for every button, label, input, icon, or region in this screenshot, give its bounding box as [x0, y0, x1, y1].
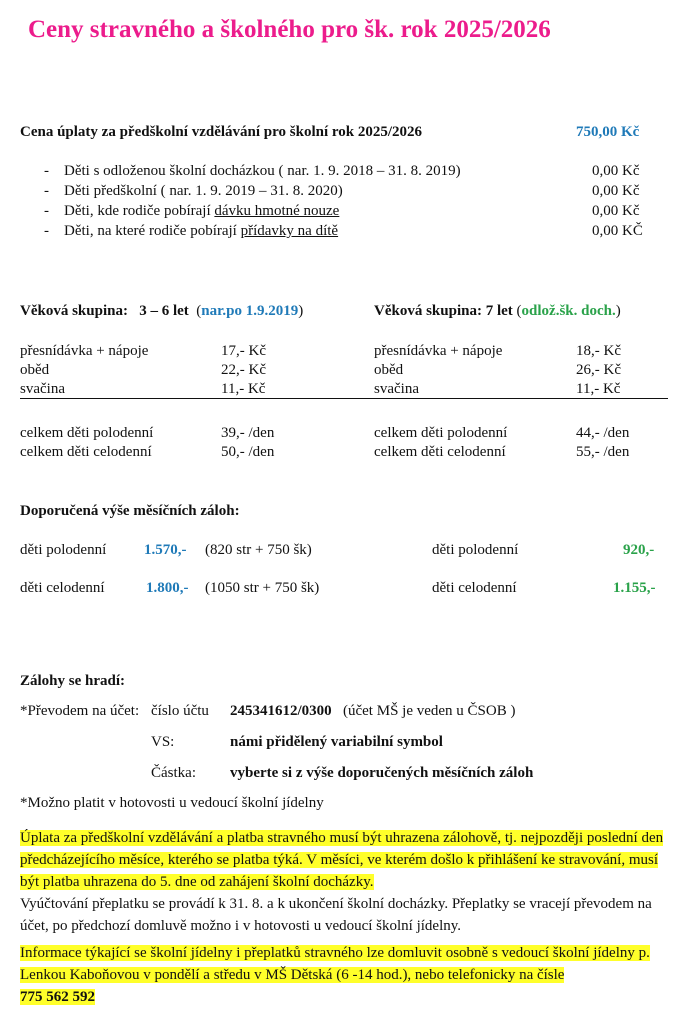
age-group-label: Věková skupina: 7 let [374, 303, 513, 319]
exemption-value: 0,00 Kč [592, 183, 640, 199]
exemption-text: Děti předškolní ( nar. 1. 9. 2019 – 31. 8. 2020) [64, 183, 343, 199]
exemption-value: 0,00 Kč [592, 203, 640, 219]
meal-name: přesnídávka + nápoje [20, 343, 149, 359]
total-price: 55,- /den [576, 444, 630, 460]
age-group-note: odlož.šk. doch. [521, 303, 616, 319]
total-price: 50,- /den [221, 444, 275, 460]
meal-name: oběd [374, 362, 404, 378]
paren-open: ( [196, 303, 202, 319]
highlighted-text: Úplata za předškolní vzdělávání a platba stravného musí být uhrazena zálohově, tj. nejpozději poslední den předcházejícího měsíce, kterého se platba týká. V měsíci, ve kterém došlo k přihlášení ke stravování, musí být platba uhrazena do 5. dne od zahájení školní docházky. [20, 830, 664, 890]
meal-price: 17,- Kč [221, 343, 266, 359]
notice-overpayment: Vyúčtování přeplatku se provádí k 31. 8. a k ukončení školní docházky. Přeplatky se vracejí převodem na účet, po předchozí domluvě možno i v hotovosti u vedoucí školní jídelny. [20, 896, 652, 934]
exemption-text: Děti s odloženou školní docházkou ( nar. 1. 9. 2018 – 31. 8. 2019) [64, 163, 461, 179]
meal-price: 18,- Kč [576, 343, 621, 359]
meal-price: 22,- Kč [221, 362, 266, 378]
exemption-item [44, 223, 338, 240]
age-group-note: nar.po 1.9.2019 [201, 303, 299, 319]
account-label: číslo účtu [151, 703, 209, 719]
paren-close: ) [615, 303, 621, 319]
vs-value: námi přidělený variabilní symbol [230, 734, 443, 750]
deposit-amount: 920,- [623, 542, 655, 558]
total-name: celkem děti polodenní [374, 425, 508, 441]
total-name: celkem děti polodenní [20, 425, 154, 441]
divider [20, 398, 668, 399]
meal-name: oběd [20, 362, 50, 378]
age-group-label: Věková skupina: [20, 303, 128, 319]
page-title: Ceny stravného a školného pro šk. rok 2025/2026 [28, 16, 551, 43]
age-group-right-heading [374, 303, 621, 320]
exemption-item [44, 183, 343, 200]
meal-name: přesnídávka + nápoje [374, 343, 503, 359]
deposit-amount: 1.155,- [613, 580, 656, 596]
list-dash: - [44, 163, 49, 179]
meal-price: 11,- Kč [221, 381, 266, 397]
highlighted-text: Informace týkající se školní jídelny i přeplatků stravného lze domluvit osobně s vedoucí školní jídelny p. Lenkou Kaboňovou v pondělí a středu v MŠ Dětská (6 -14 hod.), nebo telefonicky na čísle [20, 945, 650, 983]
age-group-left-heading [20, 303, 303, 320]
amount-label: Částka: [151, 765, 196, 781]
deposit-name: děti polodenní [432, 542, 519, 558]
deposit-amount: 1.800,- [146, 580, 189, 596]
deposit-name: děti celodenní [20, 580, 105, 596]
deposit-name: děti celodenní [432, 580, 517, 596]
total-price: 39,- /den [221, 425, 275, 441]
meal-name: svačina [20, 381, 65, 397]
meal-name: svačina [374, 381, 419, 397]
list-dash: - [44, 183, 49, 199]
total-name: celkem děti celodenní [374, 444, 506, 460]
exemption-text: Děti, kde rodiče pobírají [64, 203, 215, 219]
deposit-detail: (1050 str + 750 šk) [205, 580, 320, 596]
tuition-heading: Cena úplaty za předškolní vzdělávání pro školní rok 2025/2026 [20, 124, 423, 140]
exemption-item [44, 203, 339, 220]
cash-note: *Možno platit v hotovosti u vedoucí školní jídelny [20, 795, 324, 811]
transfer-label: *Převodem na účet: [20, 703, 140, 719]
vs-label: VS: [151, 734, 175, 750]
payment-heading: Zálohy se hradí: [20, 673, 126, 689]
notice-contact [20, 942, 670, 1008]
deposits-heading: Doporučená výše měsíčních záloh: [20, 503, 240, 519]
exemption-item [44, 163, 461, 180]
deposit-detail: (820 str + 750 šk) [205, 542, 312, 558]
exemption-text: Děti, na které rodiče pobírají [64, 223, 241, 239]
deposit-name: děti polodenní [20, 542, 107, 558]
list-dash: - [44, 203, 49, 219]
notice-payment-deadline [20, 827, 670, 893]
meal-price: 11,- Kč [576, 381, 621, 397]
phone-number: 775 562 592 [20, 989, 95, 1005]
exemption-underlined-term: přídavky na dítě [240, 223, 339, 239]
paren-open: ( [516, 303, 522, 319]
total-name: celkem děti celodenní [20, 444, 152, 460]
account-note: (účet MŠ je veden u ČSOB ) [343, 703, 516, 719]
meal-price: 26,- Kč [576, 362, 621, 378]
paren-close: ) [298, 303, 304, 319]
exemption-underlined-term: dávku hmotné nouze [214, 203, 340, 219]
total-price: 44,- /den [576, 425, 630, 441]
exemption-value: 0,00 KČ [592, 223, 643, 239]
list-dash: - [44, 223, 49, 239]
amount-value: vyberte si z výše doporučených měsíčních záloh [230, 765, 534, 781]
exemption-value: 0,00 Kč [592, 163, 640, 179]
account-number: 245341612/0300 [230, 703, 332, 719]
deposit-amount: 1.570,- [144, 542, 187, 558]
tuition-price: 750,00 Kč [576, 124, 640, 140]
age-range: 3 – 6 let [139, 303, 189, 319]
